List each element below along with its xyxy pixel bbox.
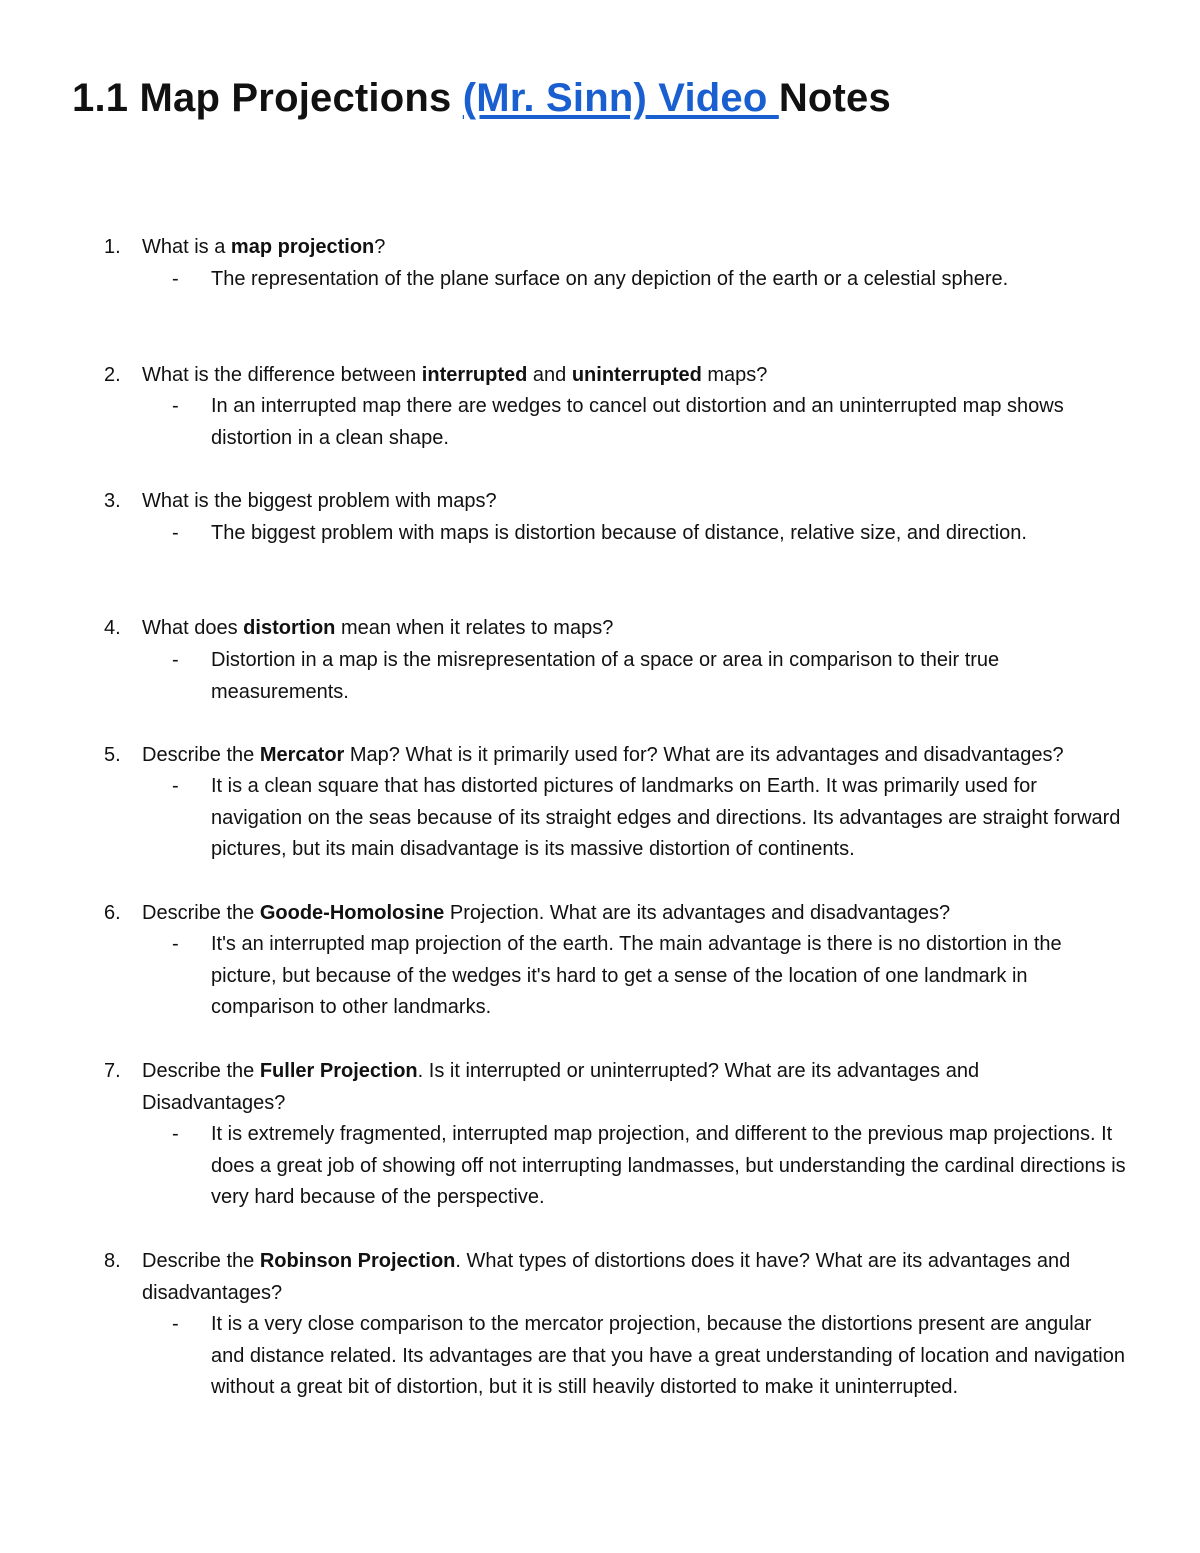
question-number: 7. [104,1060,121,1082]
answer-bullet: - [172,522,179,544]
question-text: Describe the Robinson Projection. What types of distortions does it have? What are its advantages and disadvantages? [142,1250,1071,1304]
question-text: What is a map projection? [142,236,386,258]
answer-bullet: - [172,775,179,797]
answer-text: The representation of the plane surface on any depiction of the earth or a celestial sphere. [211,268,1009,290]
answer-bullet: - [172,1313,179,1335]
title-suffix: Notes [778,76,891,120]
question-text: What is the biggest problem with maps? [142,490,497,512]
question-text: Describe the Mercator Map? What is it primarily used for? What are its advantages and disadvantages? [142,744,1064,766]
answer-text: It's an interrupted map projection of the earth. The main advantage is there is no distortion in the picture, but because of the wedges it's hard to get a sense of the location of one landmark in comparison to other landmarks. [211,933,1062,1018]
answer-text: It is extremely fragmented, interrupted map projection, and different to the previous map projections. It does a great job of showing off not interrupting landmasses, but understanding the cardinal directions is very hard because of the perspective. [211,1123,1126,1208]
page-title [72,72,891,124]
question-text: Describe the Fuller Projection. Is it interrupted or uninterrupted? What are its advantages and Disadvantages? [142,1060,980,1114]
answer-bullet: - [172,933,179,955]
question-number: 1. [104,236,121,258]
question-number: 2. [104,364,121,386]
answer-bullet: - [172,649,179,671]
answer-bullet: - [172,268,179,290]
answer-text: The biggest problem with maps is distortion because of distance, relative size, and direction. [211,522,1027,544]
video-link[interactable]: (Mr. Sinn) Video [462,76,779,120]
answer-text: It is a clean square that has distorted pictures of landmarks on Earth. It was primarily used for navigation on the seas because of its straight edges and directions. Its advantages are straight forward pictures, but its main disadvantage is its massive distortion of continents. [211,775,1121,860]
answer-text: In an interrupted map there are wedges to cancel out distortion and an uninterrupted map shows distortion in a clean shape. [211,395,1064,449]
answer-bullet: - [172,1123,179,1145]
question-text: Describe the Goode-Homolosine Projection. What are its advantages and disadvantages? [142,902,951,924]
question-text: What is the difference between interrupted and uninterrupted maps? [142,364,768,386]
answer-bullet: - [172,395,179,417]
question-number: 5. [104,744,121,766]
answer-text: Distortion in a map is the misrepresentation of a space or area in comparison to their true measurements. [211,649,1000,703]
question-number: 3. [104,490,121,512]
question-number: 6. [104,902,121,924]
question-text: What does distortion mean when it relates to maps? [142,617,614,639]
title-prefix: 1.1 Map Projections [72,76,463,120]
answer-text: It is a very close comparison to the mercator projection, because the distortions present are angular and distance related. Its advantages are that you have a great understanding of location and navigation without a great bit of distortion, but it is still heavily distorted to make it uninterrupted. [211,1313,1125,1398]
question-number: 4. [104,617,121,639]
question-number: 8. [104,1250,121,1272]
